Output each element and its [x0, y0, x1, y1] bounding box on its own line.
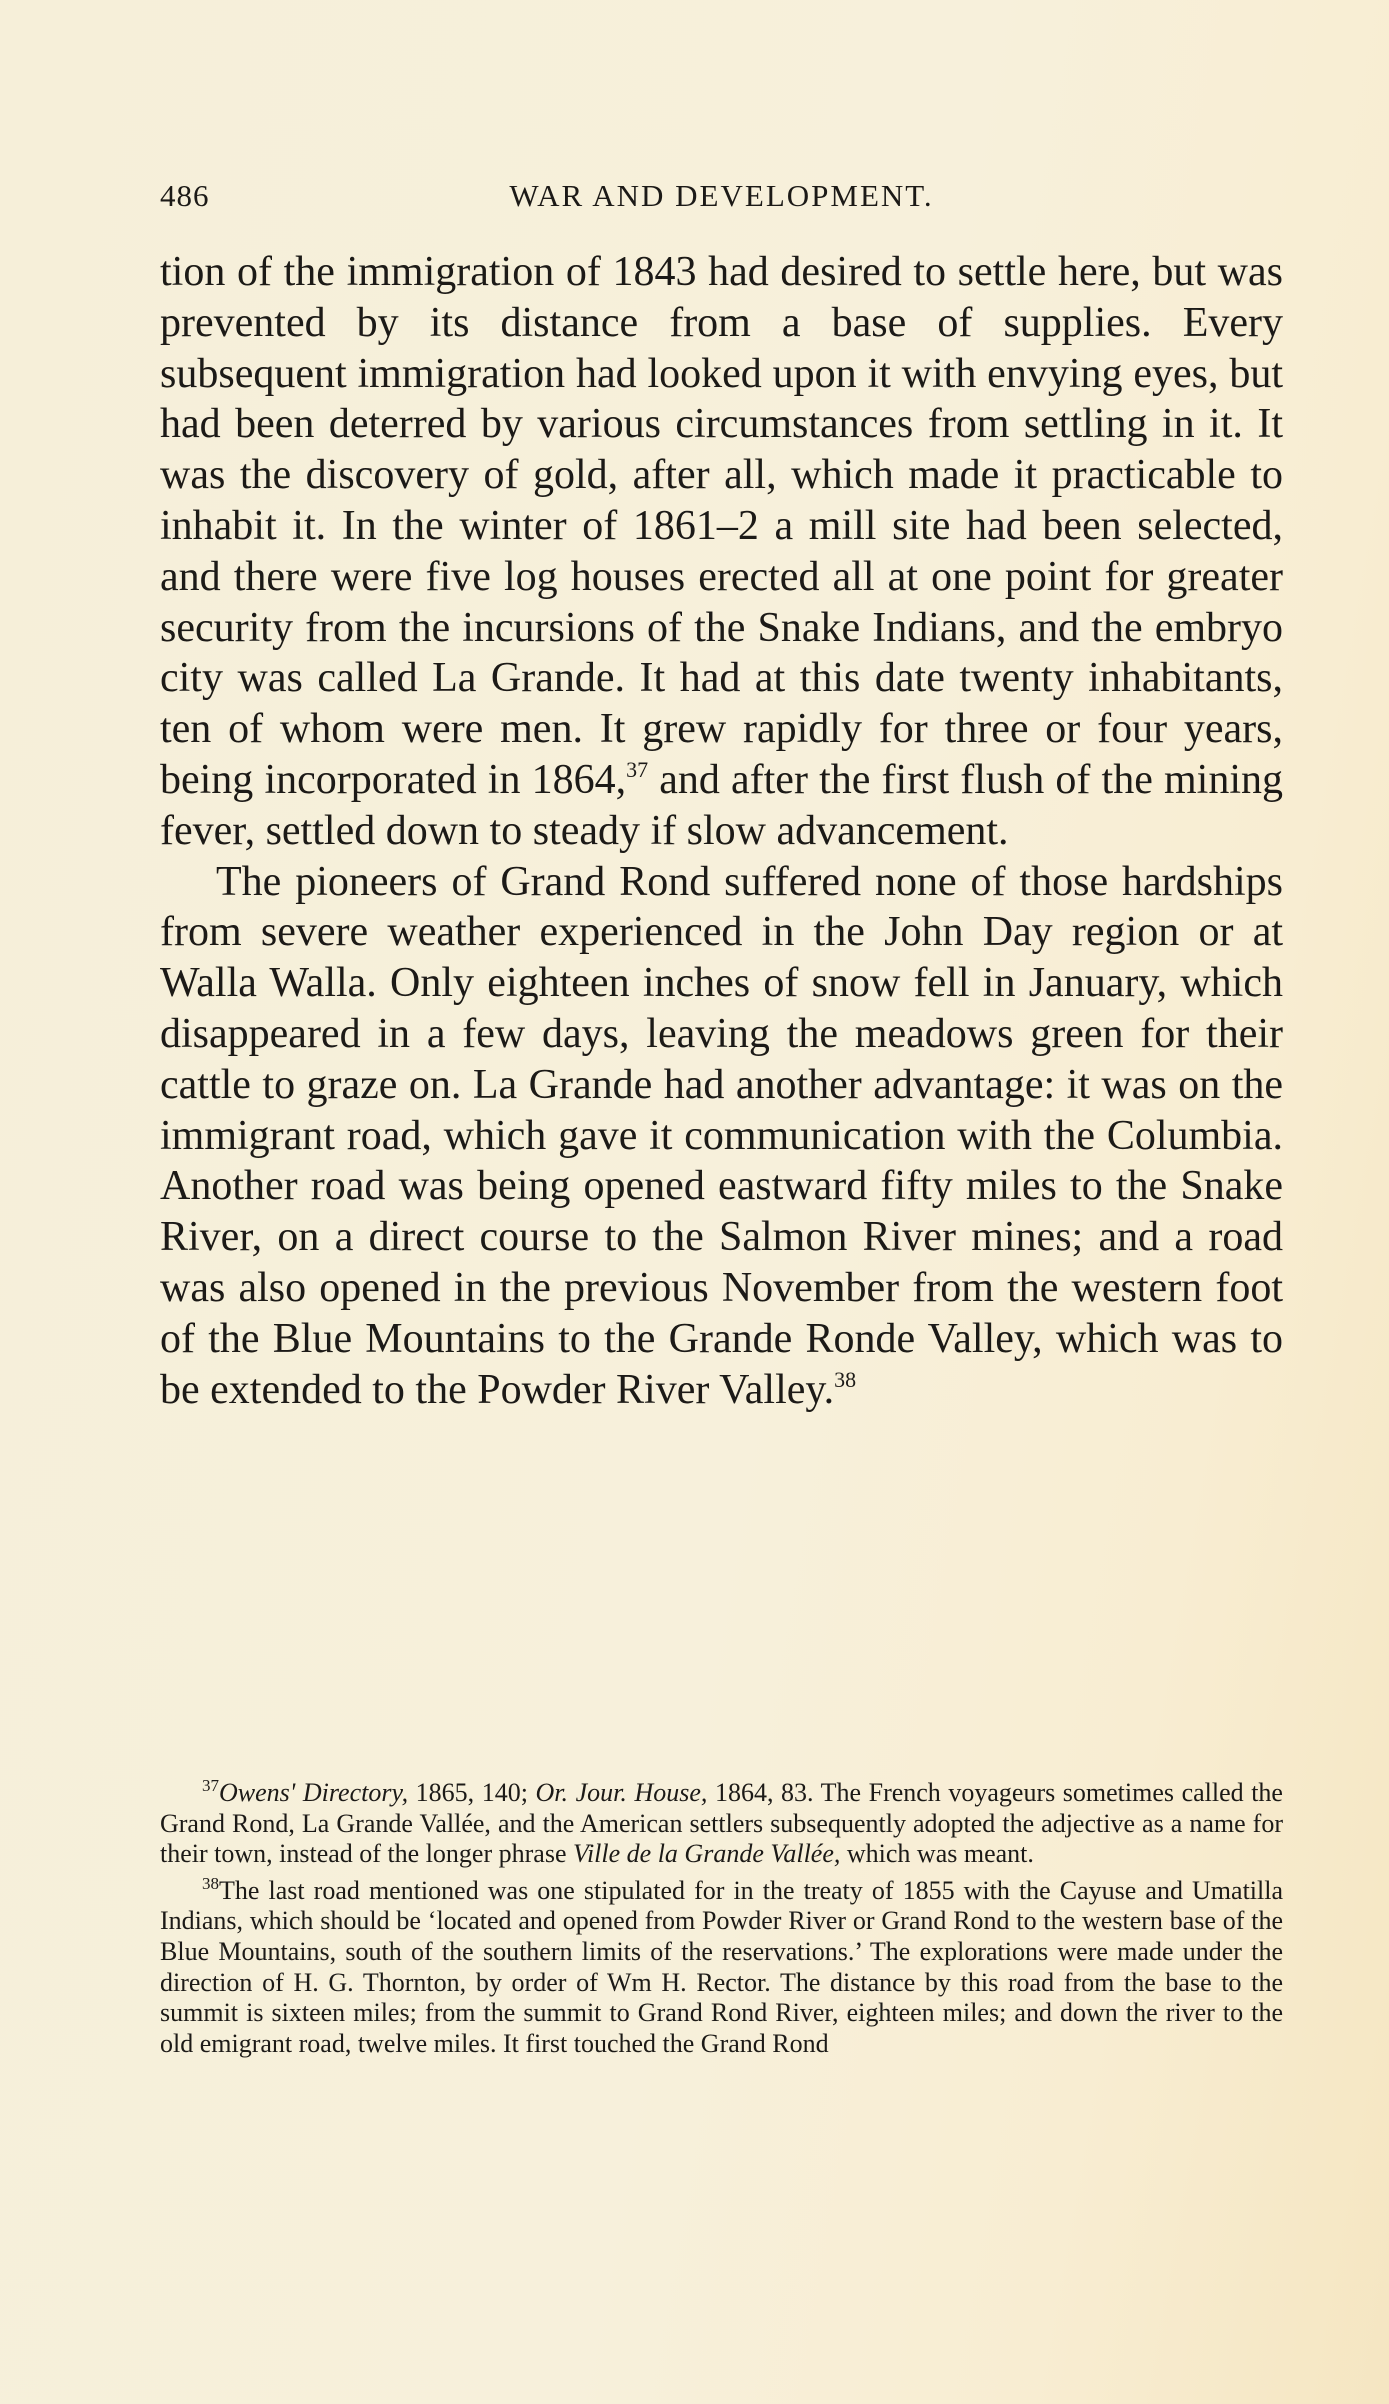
footnote-text: 1864, 83. The French voyageurs sometimes called the Grand Rond, La Grande Vallée, and the American settlers subsequently adopted the adjective as a name for their town, instead of the longer phrase	[160, 1778, 1283, 1869]
footnote-text: 1865, 140;	[408, 1778, 536, 1807]
footnote-citation: Or. Jour. House,	[535, 1778, 708, 1807]
paragraph-text: tion of the immigration of 1843 had desired to settle here, but was prevented by its distance from a base of supplies. Every subsequent immigration had looked upon it with envying eyes, but had been deterred by various circumstances from settling in it. It was the discovery of gold, after all, which made it practicable to inhabit it. In the winter of 1861–2 a mill site had been selected, and there were five log houses erected all at one point for greater security from the incursions of the Snake Indians, and the embryo city was called La Grande. It had at this date twenty inhabitants, ten of whom were men. It grew rapidly for three or four years, being incorporated in 1864,	[160, 249, 1283, 803]
footnote-37	[160, 1778, 1283, 1870]
paragraph-text: and after the first flush of the mining fever, settled down to steady if slow advancement.	[160, 756, 1283, 854]
footnote-38	[160, 1873, 1283, 2060]
paragraph-grand-rond	[160, 857, 1283, 1416]
page-header	[160, 178, 1283, 218]
page-number: 486	[160, 178, 210, 213]
footnote-ref-38[interactable]: 38	[834, 1366, 857, 1392]
running-head: WAR AND DEVELOPMENT.	[509, 178, 934, 213]
footnote-ref-37[interactable]: 37	[626, 756, 649, 782]
footnotes	[160, 1778, 1283, 2059]
footnote-marker: 38	[202, 1873, 219, 1893]
main-text	[160, 247, 1283, 1415]
paragraph-continued	[160, 247, 1283, 857]
footnote-text: The last road mentioned was one stipulated for in the treaty of 1855 with the Cayuse and Umatilla Indians, which should be ‘located and opened from Powder River or Grand Rond to the western base of the Blue Mountains, south of the southern limits of the reservations.’ The explorations were made under the direction of H. G. Thornton, by order of Wm H. Rector. The distance by this road from the base to the summit is sixteen miles; from the summit to Grand Rond River, eighteen miles; and down the river to the old emigrant road, twelve miles. It first touched the Grand Rond	[160, 1875, 1283, 2058]
footnote-citation: Owens' Directory,	[219, 1778, 409, 1807]
footnote-phrase: Ville de la Grande Vallée,	[573, 1839, 841, 1869]
footnote-text: which was meant.	[840, 1839, 1034, 1869]
paragraph-text: The pioneers of Grand Rond suffered none of those hardships from severe weather experienced in the John Day region or at Walla Walla. Only eighteen inches of snow fell in January, which disappeared in a few days, leaving the meadows green for their cattle to graze on. La Grande had another advantage: it was on the immigrant road, which gave it communication with the Columbia. Another road was being opened eastward fifty miles to the Snake River, on a direct course to the Salmon River mines; and a road was also opened in the previous November from the western foot of the Blue Mountains to the Grande Ronde Valley, which was to be extended to the Powder River Valley.	[160, 858, 1283, 1413]
footnote-marker: 37	[202, 1776, 219, 1795]
